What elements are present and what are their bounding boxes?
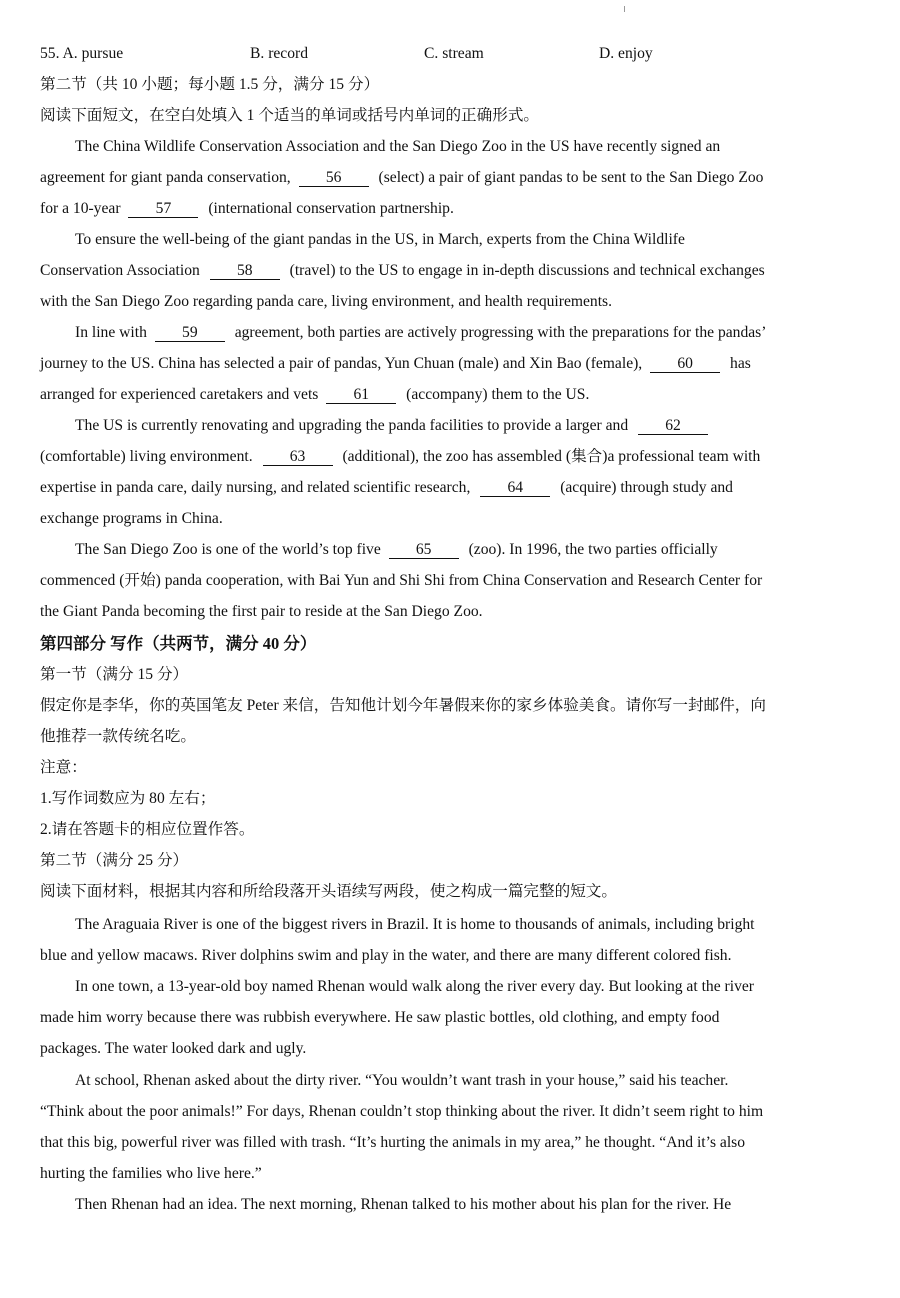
blank-65: 65 — [389, 541, 459, 559]
note-item-2: 2.请在答题卡的相应位置作答。 — [40, 821, 255, 838]
section-2-heading: 第二节（共 10 小题；每小题 1.5 分，满分 15 分） — [40, 76, 380, 93]
story-p2-line2: made him worry because there was rubbish everywhere. He saw plastic bottles, old clothing, and empty food — [40, 1009, 720, 1026]
q55-option-b: B. record — [250, 45, 309, 62]
story-p3-line2: “Think about the poor animals!” For days, Rhenan couldn’t stop thinking about the river. It didn’t seem right to him — [40, 1103, 764, 1120]
blank-62: 62 — [638, 417, 708, 435]
passage-p4-line4: exchange programs in China. — [40, 510, 223, 527]
blank-60: 60 — [650, 355, 720, 373]
passage-p2-line3: with the San Diego Zoo regarding panda care, living environment, and health requirements. — [40, 293, 613, 310]
q55-option-d: D. enjoy — [599, 45, 653, 62]
passage-p1-line3: for a 10-year 57 (international conservation partnership. — [40, 200, 454, 217]
passage-p5-line2: commenced (开始) panda cooperation, with Bai Yun and Shi Shi from China Conservation and Research Center for — [40, 572, 763, 589]
passage-p4-line2: (comfortable) living environment. 63 (additional), the zoo has assembled (集合)a professional team with — [40, 448, 761, 465]
writing-section-1-heading: 第一节（满分 15 分） — [40, 666, 189, 683]
blank-63: 63 — [263, 448, 333, 466]
story-p3-line4: hurting the families who live here.” — [40, 1165, 262, 1182]
story-p3-line3: that this big, powerful river was filled with trash. “It’s hurting the animals in my area,” he thought. “And it’s also — [40, 1134, 746, 1151]
passage-p2-line1: To ensure the well-being of the giant pandas in the US, in March, experts from the China Wildlife — [75, 231, 685, 248]
q55-option-c: C. stream — [424, 45, 484, 62]
writing-task-line1: 假定你是李华，你的英国笔友 Peter 来信，告知他计划今年暑假来你的家乡体验美食。请你写一封邮件，向 — [40, 697, 766, 714]
passage-p3-line3: arranged for experienced caretakers and vets 61 (accompany) them to the US. — [40, 386, 590, 403]
passage-p2-line2: Conservation Association 58 (travel) to the US to engage in in-depth discussions and technical exchanges — [40, 262, 765, 279]
story-p1-line1: The Araguaia River is one of the biggest rivers in Brazil. It is home to thousands of animals, including bright — [75, 916, 755, 933]
story-p4-line1: Then Rhenan had an idea. The next morning, Rhenan talked to his mother about his plan for the river. He — [75, 1196, 732, 1213]
part-4-heading: 第四部分 写作（共两节，满分 40 分） — [40, 634, 317, 653]
passage-p1-line1: The China Wildlife Conservation Association and the San Diego Zoo in the US have recently signed an — [75, 138, 721, 155]
writing-task-line2: 他推荐一款传统名吃。 — [40, 728, 196, 745]
section-2-instructions: 阅读下面短文，在空白处填入 1 个适当的单词或括号内单词的正确形式。 — [40, 107, 540, 124]
writing-section-2-instructions: 阅读下面材料，根据其内容和所给段落开头语续写两段，使之构成一篇完整的短文。 — [40, 883, 617, 900]
blank-57: 57 — [128, 200, 198, 218]
blank-61: 61 — [326, 386, 396, 404]
page-mark — [624, 6, 625, 12]
blank-58: 58 — [210, 262, 280, 280]
passage-p4-line1: The US is currently renovating and upgrading the panda facilities to provide a larger and 62 — [40, 416, 708, 436]
note-heading: 注意： — [40, 759, 87, 776]
passage-p3-line2: journey to the US. China has selected a pair of pandas, Yun Chuan (male) and Xin Bao (female), 60 has — [40, 355, 751, 372]
passage-p4-line3: expertise in panda care, daily nursing, and related scientific research, 64 (acquire) through study and — [40, 479, 733, 496]
blank-64: 64 — [480, 479, 550, 497]
blank-59: 59 — [155, 324, 225, 342]
passage-p1-line2: agreement for giant panda conservation, 56 (select) a pair of giant pandas to be sent to the San Diego Zoo — [40, 169, 764, 186]
passage-p5-line1: The San Diego Zoo is one of the world’s top five 65 (zoo). In 1996, the two parties officially — [75, 541, 718, 558]
writing-section-2-heading: 第二节（满分 25 分） — [40, 852, 189, 869]
blank-56: 56 — [299, 169, 369, 187]
story-p2-line1: In one town, a 13-year-old boy named Rhenan would walk along the river every day. But looking at the river — [75, 978, 754, 995]
story-p1-line2: blue and yellow macaws. River dolphins swim and play in the water, and there are many different colored fish. — [40, 947, 732, 964]
story-p2-line3: packages. The water looked dark and ugly. — [40, 1040, 307, 1057]
story-p3-line1: At school, Rhenan asked about the dirty river. “You wouldn’t want trash in your house,” said his teacher. — [75, 1072, 729, 1089]
note-item-1: 1.写作词数应为 80 左右； — [40, 790, 216, 807]
passage-p3-line1: In line with 59 agreement, both parties are actively progressing with the preparations for the pandas’ — [75, 324, 767, 341]
passage-p5-line3: the Giant Panda becoming the first pair to reside at the San Diego Zoo. — [40, 603, 483, 620]
q55-option-a: 55. A. pursue — [40, 45, 124, 62]
